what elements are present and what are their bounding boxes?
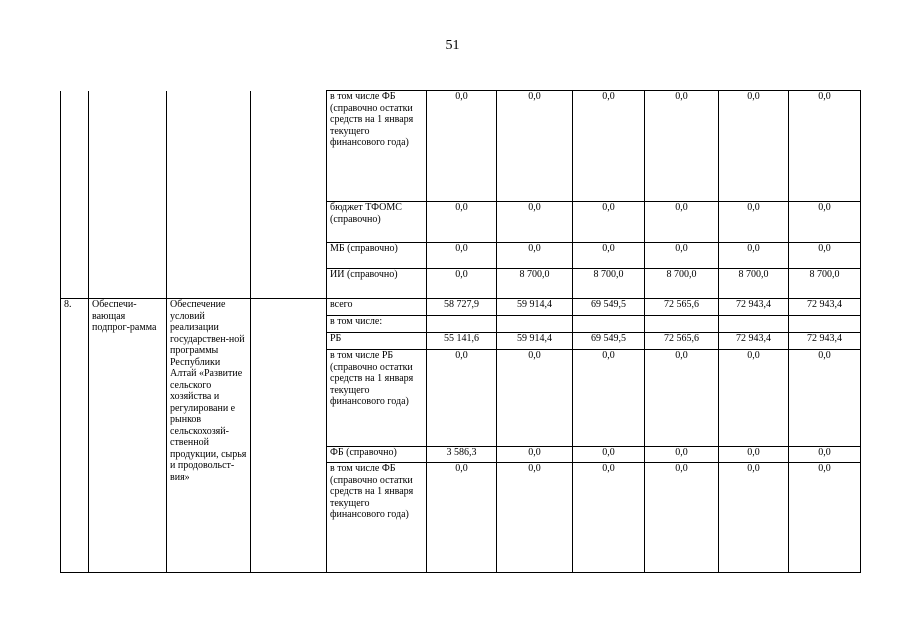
source-label: в том числе ФБ (справочно остатки средств на 1 января текущего финансового года) [327, 91, 427, 202]
value-cell: 69 549,5 [573, 333, 645, 350]
value-cell: 69 549,5 [573, 299, 645, 316]
value-cell: 8 700,0 [573, 269, 645, 299]
budget-table [60, 90, 861, 573]
value-cell [719, 316, 789, 333]
value-cell: 0,0 [573, 202, 645, 243]
value-cell: 58 727,9 [427, 299, 497, 316]
value-cell: 0,0 [497, 91, 573, 202]
value-cell: 59 914,4 [497, 299, 573, 316]
value-cell: 0,0 [719, 202, 789, 243]
value-cell [427, 316, 497, 333]
value-cell: 0,0 [789, 243, 861, 269]
value-cell: 8 700,0 [789, 269, 861, 299]
value-cell [789, 316, 861, 333]
value-cell: 0,0 [573, 463, 645, 573]
value-cell: 0,0 [645, 243, 719, 269]
value-cell [645, 316, 719, 333]
value-cell: 0,0 [645, 447, 719, 463]
value-cell: 0,0 [497, 447, 573, 463]
value-cell: 0,0 [573, 447, 645, 463]
value-cell: 0,0 [719, 350, 789, 447]
value-cell: 0,0 [719, 463, 789, 573]
value-cell: 0,0 [719, 447, 789, 463]
source-label: бюджет ТФОМС (справочно) [327, 202, 427, 243]
value-cell: 72 943,4 [719, 299, 789, 316]
source-label: ИИ (справочно) [327, 269, 427, 299]
section-row [61, 299, 861, 316]
source-label: в том числе РБ (справочно остатки средств на 1 января текущего финансового года) [327, 350, 427, 447]
value-cell: 0,0 [427, 91, 497, 202]
value-cell: 8 700,0 [719, 269, 789, 299]
value-cell: 0,0 [497, 202, 573, 243]
value-cell: 0,0 [573, 243, 645, 269]
status-cell [89, 91, 167, 299]
value-cell: 0,0 [427, 202, 497, 243]
value-cell: 8 700,0 [497, 269, 573, 299]
section-number: 8. [61, 299, 89, 573]
value-cell: 0,0 [427, 463, 497, 573]
value-cell: 0,0 [497, 350, 573, 447]
name-cell [167, 91, 251, 299]
value-cell: 0,0 [645, 202, 719, 243]
value-cell: 0,0 [789, 91, 861, 202]
value-cell [573, 316, 645, 333]
value-cell: 0,0 [719, 243, 789, 269]
value-cell: 0,0 [789, 202, 861, 243]
value-cell: 3 586,3 [427, 447, 497, 463]
value-cell: 0,0 [427, 243, 497, 269]
value-cell: 0,0 [645, 463, 719, 573]
source-label: МБ (справочно) [327, 243, 427, 269]
page-number: 51 [445, 38, 460, 53]
value-cell: 72 565,6 [645, 333, 719, 350]
section-name: Обеспечение условий реализации государствен-ной программы Республики Алтай «Развитие сельского хозяйства и регулировани е рынков сельскохозяй-ственной продукции, сырья и продовольст-вия» [167, 299, 251, 573]
value-cell: 0,0 [645, 350, 719, 447]
source-label: всего [327, 299, 427, 316]
source-label: в том числе ФБ (справочно остатки средств на 1 января текущего финансового года) [327, 463, 427, 573]
value-cell: 59 914,4 [497, 333, 573, 350]
value-cell: 72 943,4 [789, 333, 861, 350]
section-status: Обеспечи-вающая подпрог-рамма [89, 299, 167, 573]
value-cell: 72 943,4 [789, 299, 861, 316]
source-label: ФБ (справочно) [327, 447, 427, 463]
value-cell: 0,0 [789, 350, 861, 447]
number-cell [61, 91, 89, 299]
value-cell: 0,0 [789, 447, 861, 463]
value-cell: 0,0 [719, 91, 789, 202]
source-label: в том числе: [327, 316, 427, 333]
source-label: РБ [327, 333, 427, 350]
value-cell: 55 141,6 [427, 333, 497, 350]
value-cell: 0,0 [573, 350, 645, 447]
value-cell: 0,0 [497, 243, 573, 269]
continuation-row [61, 91, 861, 202]
value-cell [497, 316, 573, 333]
value-cell: 0,0 [497, 463, 573, 573]
executor-cell [251, 91, 327, 299]
value-cell: 8 700,0 [645, 269, 719, 299]
value-cell: 0,0 [427, 269, 497, 299]
value-cell: 0,0 [573, 91, 645, 202]
value-cell: 0,0 [645, 91, 719, 202]
section-executor [251, 299, 327, 573]
value-cell: 72 943,4 [719, 333, 789, 350]
value-cell: 0,0 [427, 350, 497, 447]
value-cell: 72 565,6 [645, 299, 719, 316]
value-cell: 0,0 [789, 463, 861, 573]
